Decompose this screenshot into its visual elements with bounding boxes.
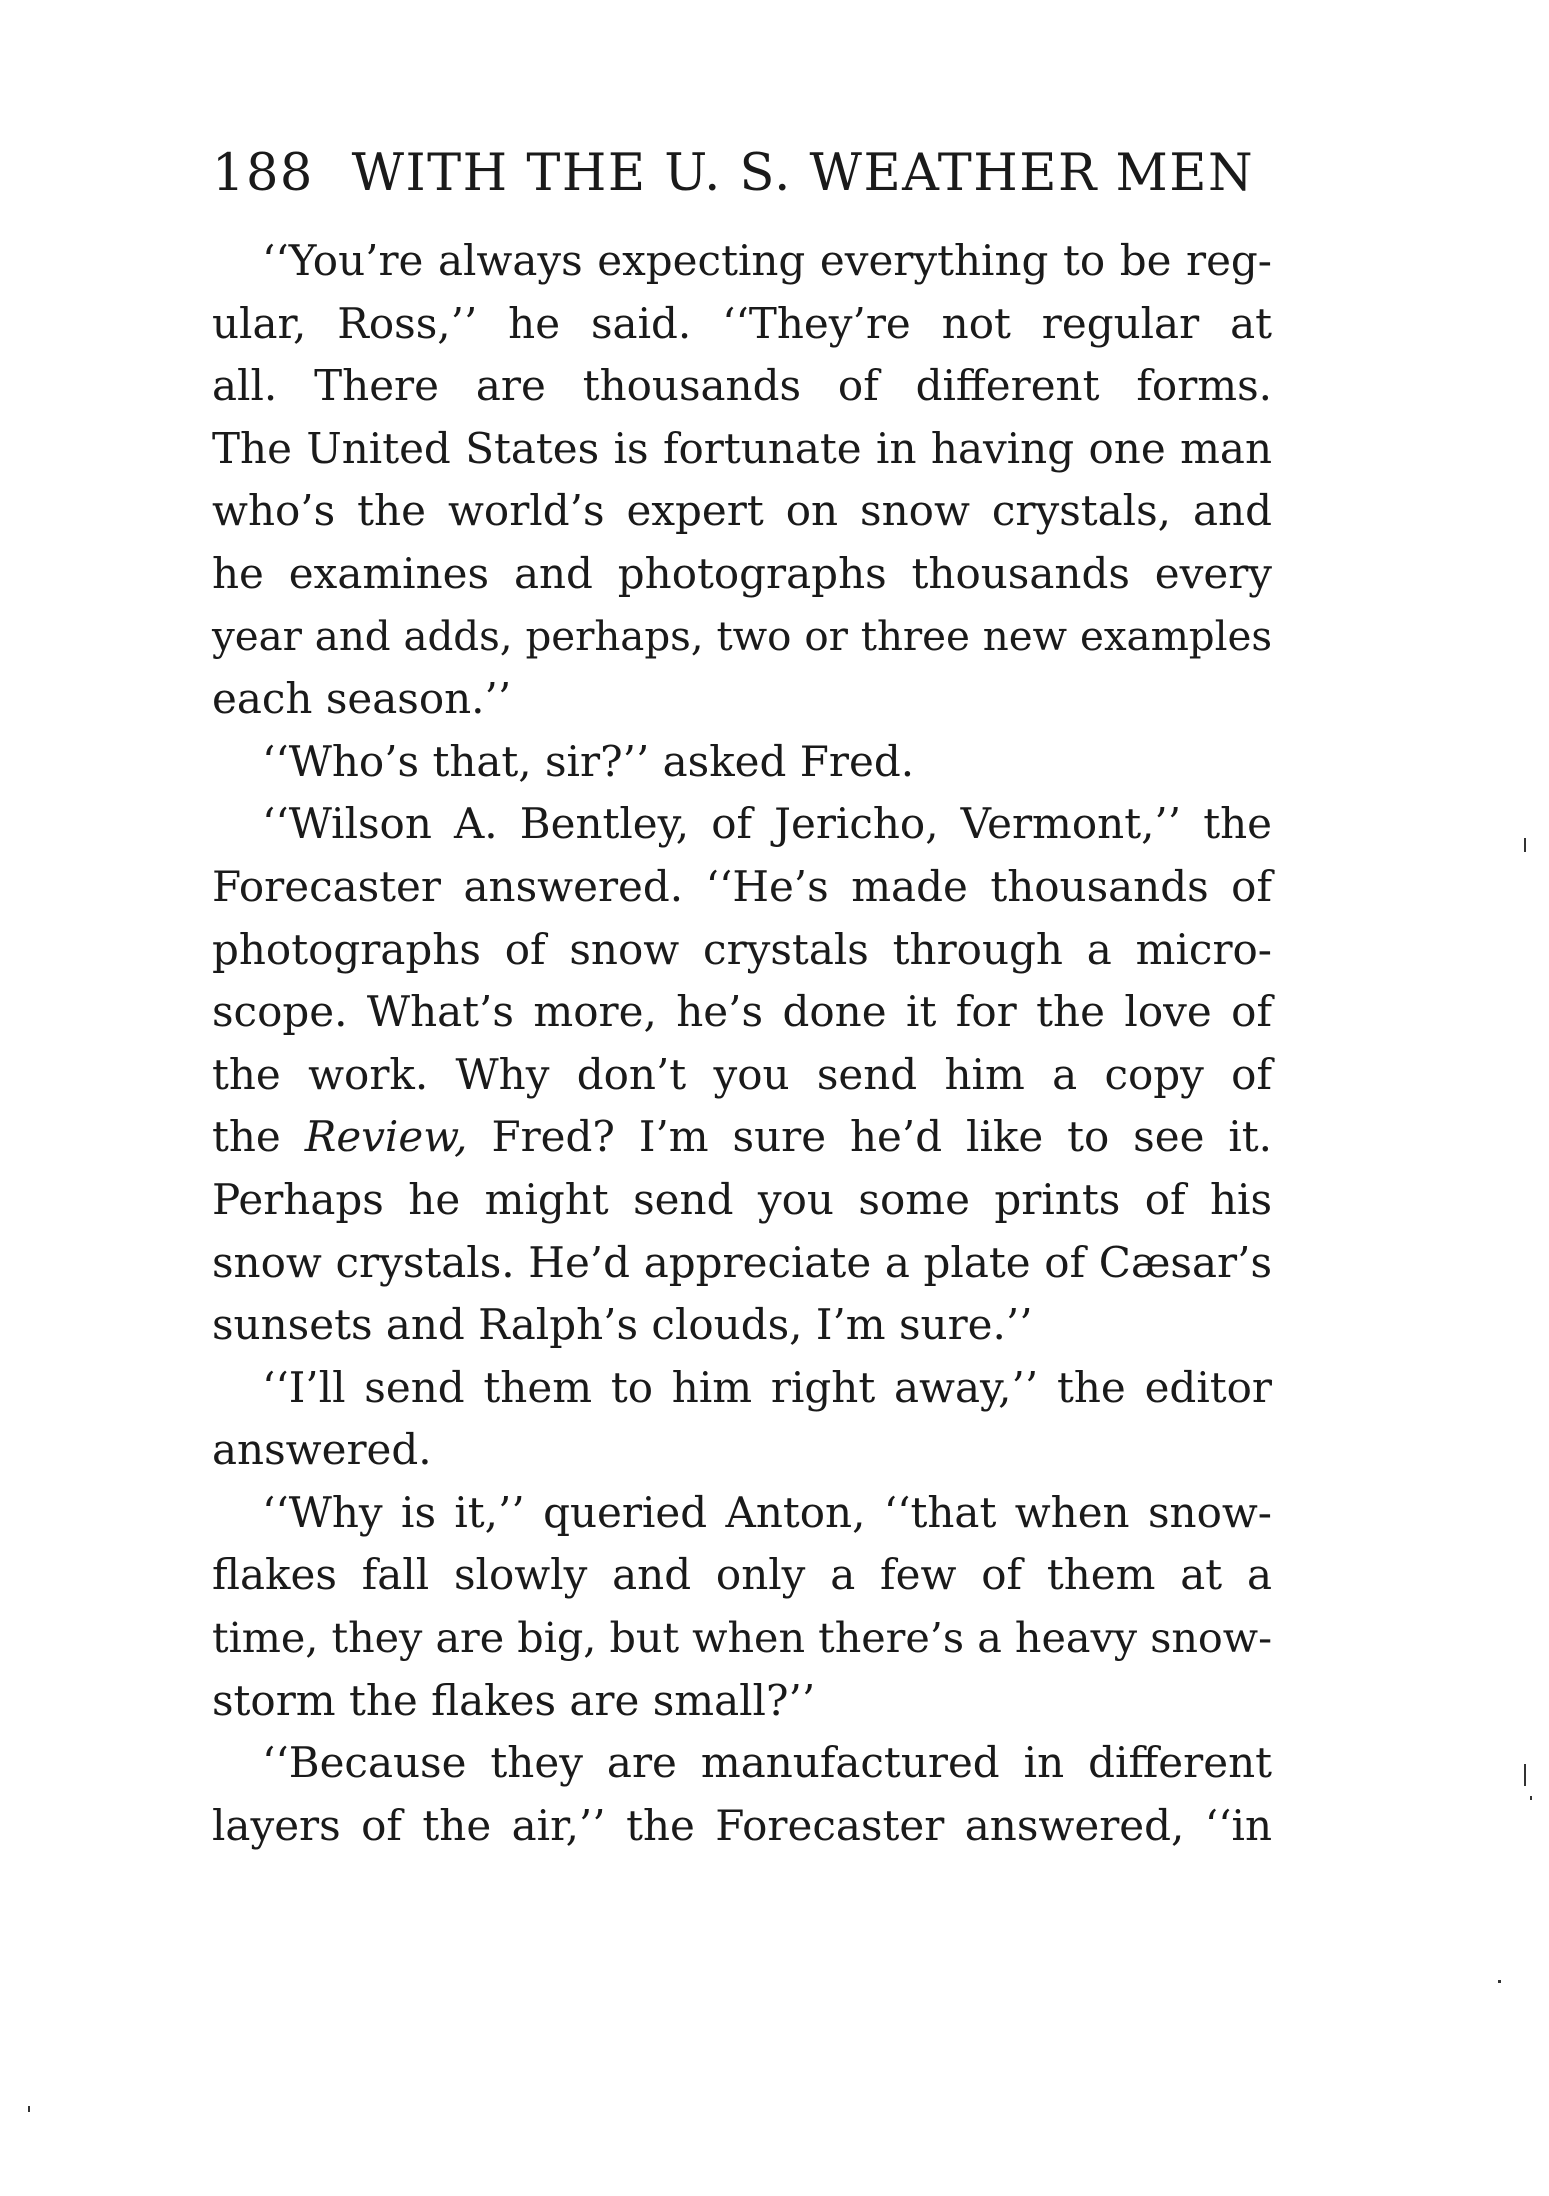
text-line: photographs of snow crystals through a micro- (212, 924, 1272, 974)
scan-mark (28, 2106, 30, 2112)
scan-mark (1524, 1764, 1526, 1786)
text-line-with-italic (212, 1106, 1272, 1169)
text-line: Perhaps he might send you some prints of his (212, 1174, 1272, 1224)
text-line: the work. Why don’t you send him a copy of (212, 1049, 1272, 1099)
text-segment: Fred? (491, 1112, 615, 1162)
text-line: ‘‘You’re always expecting everything to be reg- (262, 236, 1272, 285)
text-line: Forecaster answered. ‘‘He’s made thousands of (212, 861, 1272, 911)
text-line: all. There are thousands of different forms. (212, 361, 1272, 411)
text-line: scope. What’s more, he’s done it for the love of (212, 987, 1272, 1037)
text-line: snow crystals. He’d appreciate a plate of Cæsar’s (212, 1237, 1272, 1287)
scan-mark (1524, 838, 1526, 852)
text-line: storm the flakes are small?’’ (212, 1675, 816, 1725)
text-line: ‘‘Because they are manufactured in different (262, 1738, 1272, 1788)
text-segment: the (212, 1112, 281, 1162)
page-number: 188 (212, 144, 314, 203)
text-line: layers of the air,’’ the Forecaster answered, ‘‘in (212, 1800, 1272, 1850)
text-line: ular, Ross,’’ he said. ‘‘They’re not regular at (212, 298, 1272, 348)
text-line: ‘‘I’ll send them to him right away,’’ the editor (262, 1362, 1272, 1412)
text-line: ‘‘Why is it,’’ queried Anton, ‘‘that when snow- (262, 1487, 1272, 1537)
text-line: he examines and photographs thousands every (212, 548, 1272, 598)
text-line: The United States is fortunate in having one man (212, 423, 1272, 473)
running-head (212, 140, 1272, 208)
running-title: WITH THE U. S. WEATHER MEN (351, 144, 1255, 203)
body-text (212, 230, 1272, 1857)
text-line: ‘‘Wilson A. Bentley, of Jericho, Vermont,’’ the (262, 799, 1272, 849)
italic-title: Review, (304, 1112, 468, 1162)
text-line: answered. (212, 1425, 432, 1475)
text-line: flakes fall slowly and only a few of them at a (212, 1550, 1272, 1600)
text-line: time, they are big, but when there’s a heavy snow- (212, 1614, 1272, 1663)
scan-mark (1498, 1980, 1501, 1983)
text-segment: I’m sure he’d like to see it. (638, 1112, 1273, 1162)
text-line: each season.’’ (212, 674, 512, 724)
text-line: ‘‘Who’s that, sir?’’ asked Fred. (262, 736, 915, 786)
text-line: year and adds, perhaps, two or three new examples (212, 612, 1272, 660)
text-line: sunsets and Ralph’s clouds, I’m sure.’’ (212, 1300, 1033, 1350)
text-line: who’s the world’s expert on snow crystals, and (212, 486, 1272, 536)
scan-mark (1530, 1796, 1532, 1800)
